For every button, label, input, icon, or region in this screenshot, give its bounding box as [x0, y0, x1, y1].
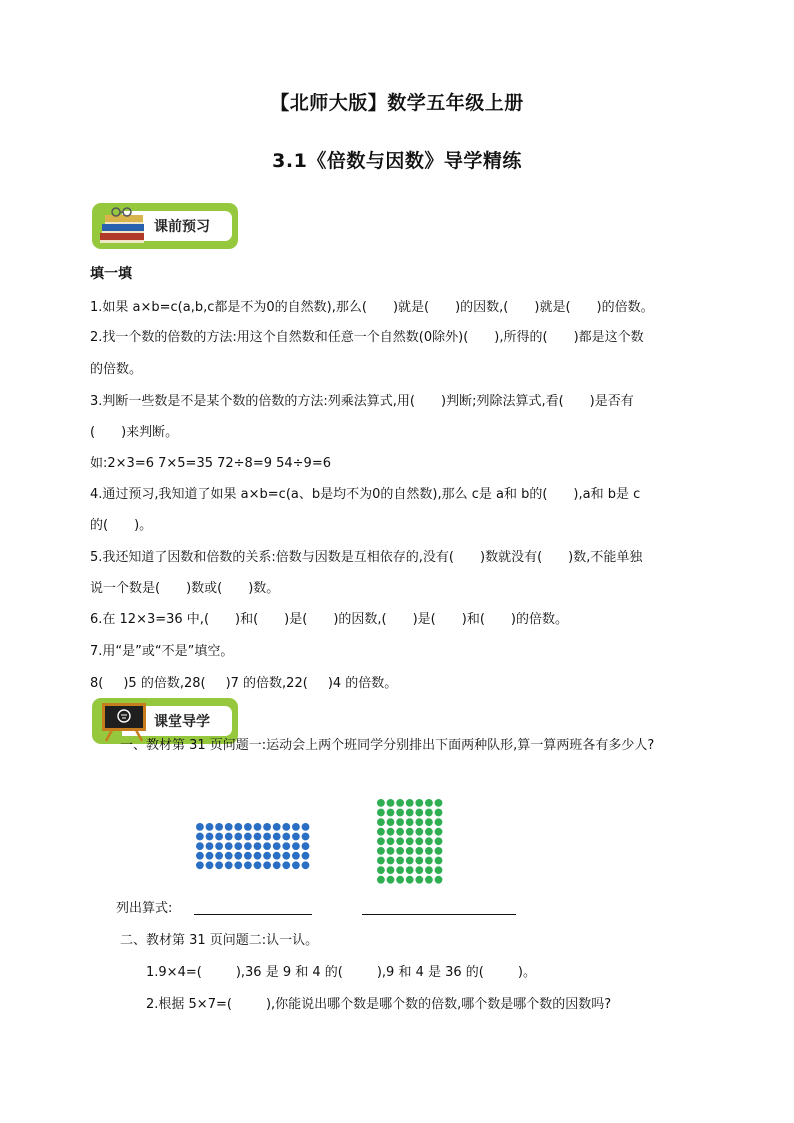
formation-dot: [435, 837, 443, 845]
formation-dot: [406, 818, 414, 826]
formation-dot: [225, 842, 233, 850]
formation-dot: [215, 861, 223, 869]
formation-dot: [273, 842, 281, 850]
formation-dot: [377, 818, 385, 826]
section-heading: 填一填: [90, 266, 132, 282]
question-4: 4.通过预习,我知道了如果 a×b=c(a、b是均不为0的自然数),那么 c是 a和 b的( ),a和 b是 c: [90, 487, 641, 502]
formation-dot: [387, 876, 395, 884]
banner-preview: [92, 203, 238, 249]
formation-dot: [254, 833, 262, 841]
formation-dot: [263, 842, 271, 850]
formation-dot: [406, 876, 414, 884]
formation-dot: [225, 861, 233, 869]
formation-dot: [425, 828, 433, 836]
formation-dot: [387, 837, 395, 845]
answer-blank-1[interactable]: [194, 914, 312, 915]
formation-dot: [206, 852, 214, 860]
banner-classroom-label: 课堂导学: [154, 714, 210, 730]
formation-dot: [196, 823, 204, 831]
formation-dot: [225, 823, 233, 831]
formation-dot: [415, 828, 423, 836]
formation-dot: [396, 828, 404, 836]
formation-dot: [225, 852, 233, 860]
formation-dot: [377, 857, 385, 865]
formation-dot: [244, 833, 252, 841]
question-6: 6.在 12×3=36 中,( )和( )是( )的因数,( )是( )和( )的倍数。: [90, 612, 568, 627]
formation-dot: [377, 876, 385, 884]
question-4-cont: 的( )。: [90, 518, 153, 533]
formation-dot: [425, 866, 433, 874]
formation-dot: [254, 842, 262, 850]
formation-dot: [196, 842, 204, 850]
formation-dot: [435, 857, 443, 865]
banner-preview-label: 课前预习: [154, 219, 210, 235]
formation-dot: [273, 861, 281, 869]
formation-dot: [406, 799, 414, 807]
formation-dot: [263, 833, 271, 841]
formation-dot: [302, 823, 310, 831]
formation-dot: [406, 828, 414, 836]
formation-dot: [234, 833, 242, 841]
formation-dot: [263, 823, 271, 831]
green-formation: [376, 798, 446, 890]
formation-dot: [273, 833, 281, 841]
formation-dot: [387, 809, 395, 817]
formation-dot: [425, 809, 433, 817]
formation-dot: [396, 866, 404, 874]
formation-dot: [206, 861, 214, 869]
formation-dot: [196, 833, 204, 841]
question-5-cont: 说一个数是( )数或( )数。: [90, 581, 280, 596]
formation-dot: [302, 861, 310, 869]
formation-dot: [244, 852, 252, 860]
formation-dot: [244, 823, 252, 831]
formation-dot: [406, 809, 414, 817]
formation-dot: [396, 857, 404, 865]
formation-dot: [415, 857, 423, 865]
question-7: 7.用“是”或“不是”填空。: [90, 644, 234, 659]
formation-dot: [377, 866, 385, 874]
example-line: 如:2×3=6 7×5=35 72÷8=9 54÷9=6: [90, 456, 331, 471]
formation-dot: [377, 837, 385, 845]
formation-dot: [425, 857, 433, 865]
formation-dot: [415, 876, 423, 884]
question-3: 3.判断一些数是不是某个数的倍数的方法:列乘法算式,用( )判断;列除法算式,看( )是否有: [90, 394, 634, 409]
formation-dot: [282, 852, 290, 860]
formation-dot: [435, 876, 443, 884]
answer-label: 列出算式:: [116, 901, 173, 916]
formation-dot: [215, 823, 223, 831]
formation-dot: [282, 823, 290, 831]
formation-dot: [425, 799, 433, 807]
formation-dot: [234, 842, 242, 850]
question-5: 5.我还知道了因数和倍数的关系:倍数与因数是互相依存的,没有( )数就没有( )数,不能单独: [90, 550, 643, 565]
formation-dot: [435, 809, 443, 817]
formation-dot: [292, 833, 300, 841]
question-2-cont: 的倍数。: [90, 362, 143, 377]
formation-dot: [415, 847, 423, 855]
formation-dot: [377, 828, 385, 836]
part-2-question-1: 1.9×4=( ),36 是 9 和 4 的( ),9 和 4 是 36 的( )。: [146, 965, 536, 980]
part-1-question: 一、教材第 31 页问题一:运动会上两个班同学分别排出下面两种队形,算一算两班各有多少人?: [120, 738, 655, 753]
formation-dot: [415, 818, 423, 826]
books-icon: [96, 205, 152, 247]
formation-dot: [387, 818, 395, 826]
answer-blank-2[interactable]: [362, 914, 516, 915]
formation-dot: [206, 833, 214, 841]
formation-dot: [396, 876, 404, 884]
formation-dot: [377, 809, 385, 817]
question-3-cont: ( )来判断。: [90, 425, 179, 440]
part-2-question-2: 2.根据 5×7=( ),你能说出哪个数是哪个数的倍数,哪个数是哪个数的因数吗?: [146, 997, 612, 1012]
formation-dot: [234, 852, 242, 860]
part-2-question: 二、教材第 31 页问题二:认一认。: [120, 933, 319, 948]
formation-dot: [387, 828, 395, 836]
blue-formation: [195, 822, 315, 882]
formation-dot: [302, 833, 310, 841]
formation-dot: [234, 861, 242, 869]
formation-dot: [425, 847, 433, 855]
formation-dot: [215, 852, 223, 860]
formation-dot: [302, 842, 310, 850]
formation-dot: [254, 852, 262, 860]
formation-dot: [435, 866, 443, 874]
formation-dot: [396, 847, 404, 855]
question-1: 1.如果 a×b=c(a,b,c都是不为0的自然数),那么( )就是( )的因数,( )就是( )的倍数。: [90, 300, 654, 315]
formation-dot: [196, 861, 204, 869]
formation-dot: [263, 861, 271, 869]
question-2: 2.找一个数的倍数的方法:用这个自然数和任意一个自然数(0除外)( ),所得的( )都是这个数: [90, 330, 644, 345]
formation-dot: [415, 809, 423, 817]
formation-dot: [215, 833, 223, 841]
formation-dot: [435, 847, 443, 855]
formation-dot: [396, 809, 404, 817]
document-title: 【北师大版】数学五年级上册: [270, 92, 524, 114]
formation-dot: [244, 861, 252, 869]
formation-dot: [254, 823, 262, 831]
formation-dot: [302, 852, 310, 860]
formation-dot: [415, 866, 423, 874]
formation-dot: [282, 861, 290, 869]
formation-dot: [377, 799, 385, 807]
question-7-items: 8( )5 的倍数,28( )7 的倍数,22( )4 的倍数。: [90, 676, 398, 691]
formation-dot: [387, 847, 395, 855]
formation-dot: [244, 842, 252, 850]
formation-dot: [415, 799, 423, 807]
formation-dot: [415, 837, 423, 845]
formation-dot: [206, 842, 214, 850]
formation-dot: [273, 852, 281, 860]
formation-dot: [396, 799, 404, 807]
formation-dot: [206, 823, 214, 831]
formation-dot: [196, 852, 204, 860]
formation-dot: [292, 823, 300, 831]
formation-dot: [282, 833, 290, 841]
formation-dot: [387, 799, 395, 807]
document-subtitle: 3.1《倍数与因数》导学精练: [272, 150, 522, 172]
formation-dot: [425, 818, 433, 826]
formation-dot: [292, 852, 300, 860]
formation-dot: [225, 833, 233, 841]
formation-dot: [273, 823, 281, 831]
formation-dot: [406, 847, 414, 855]
formation-dot: [435, 818, 443, 826]
formation-dot: [387, 857, 395, 865]
formation-dot: [435, 828, 443, 836]
formation-dot: [406, 857, 414, 865]
formation-dot: [396, 818, 404, 826]
formation-dot: [435, 799, 443, 807]
formation-dot: [387, 866, 395, 874]
formation-dot: [406, 866, 414, 874]
formation-dot: [215, 842, 223, 850]
formation-dot: [292, 861, 300, 869]
formation-dot: [377, 847, 385, 855]
formation-dot: [425, 837, 433, 845]
blackboard-icon: [96, 700, 152, 742]
formation-dot: [254, 861, 262, 869]
formation-dot: [263, 852, 271, 860]
formation-dot: [282, 842, 290, 850]
formation-dot: [396, 837, 404, 845]
formation-dot: [425, 876, 433, 884]
formation-dot: [292, 842, 300, 850]
formation-dot: [234, 823, 242, 831]
formation-dot: [406, 837, 414, 845]
